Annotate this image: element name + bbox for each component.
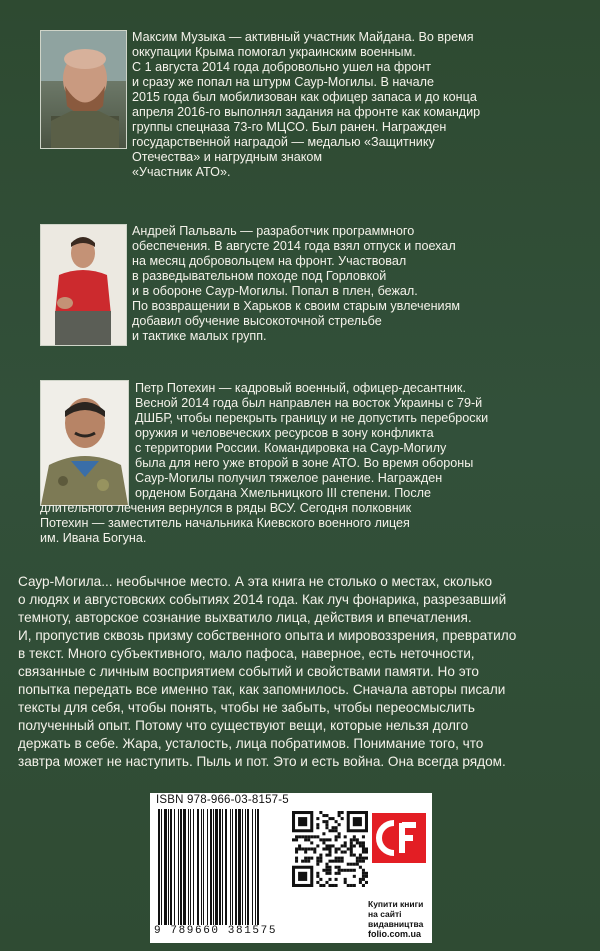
publisher-promo xyxy=(368,889,430,949)
publisher-logo xyxy=(372,813,426,863)
book-description: Саур-Могила... необычное место. А эта книга не столько о местах, сколько о людях и августовских событиях 2014 года. Как луч фонарика, разрезавший темноту, авторское сознание выхватило лица, действия и впечатления. И, пропустив сквозь призму собственного опыта и мировоззрения, превратило в текст. Много субъективного, мало пафоса, наверное, есть неточности, связанные с личным восприятием событий и свойствами памяти. Но это попытка передать все именно так, как запомнилось. Сначала авторы писали тексты для себя, чтобы понять, чтобы не забыть, чтобы переосмыслить полученный опыт. Потому что существуют вещи, которые нельзя долго держать в себе. Жара, усталость, лица побратимов. Понимание того, что завтра может не наступить. Пыль и пот. Это и есть война. Она всегда рядом. xyxy=(18,574,517,769)
author-photo-maksim xyxy=(40,30,127,149)
qr-code-icon xyxy=(292,811,368,887)
portrait-icon xyxy=(41,31,126,148)
folio-logo-icon xyxy=(372,813,426,863)
author-photo-andrey xyxy=(40,224,127,346)
author-bio-maksim: Максим Музыка — активный участник Майдана. Во время оккупации Крыма помогал украинским военным. С 1 августа 2014 года добровольно ушел на фронт и сразу же попал на штурм Саур-Могилы. В начале 2015 года был мобилизован как офицер запаса и до конца апреля 2016-го выполнял задания на фронте как командир группы спецназа 73-го МЦСО. Был ранен. Награжден государственной наградой — медалью «Защитнику Отечества» и нагрудным знаком «Участник АТО». xyxy=(132,30,481,179)
publisher-promo-text: Купити книги на сайті видавництва xyxy=(368,899,424,929)
author-photo-petr xyxy=(40,380,129,506)
author-bio-petr-bottom: длительного лечения вернулся в ряды ВСУ. Сегодня полковник Потехин — заместитель начальника Киевского военного лицея им. Ивана Богуна. xyxy=(40,501,412,545)
portrait-icon xyxy=(41,381,128,505)
isbn-label: ISBN 978-966-03-8157-5 xyxy=(156,794,289,806)
portrait-icon xyxy=(41,225,126,345)
isbn-barcode-panel xyxy=(150,793,432,943)
barcode-icon xyxy=(156,809,288,925)
author-bio-petr-top: Петр Потехин — кадровый военный, офицер-десантник. Весной 2014 года был направлен на восток Украины с 79-й ДШБР, чтобы перекрыть границу и не допустить переброски оружия и человеческих ресурсов в зону конфликта с территории России. Командировка на Саур-Могилу была для него уже второй в зоне АТО. Во время обороны Саур-Могилы получил тяжелое ранение. Награжден орденом Богдана Хмельницкого III степени. После xyxy=(135,381,489,500)
publisher-site-link[interactable]: folio.com.ua xyxy=(368,929,422,939)
author-bio-andrey: Андрей Пальваль — разработчик программного обеспечения. В августе 2014 года взял отпуск и поехал на месяц добровольцем на фронт. Участвовал в разведывательном походе под Горловкой и в обороне Саур-Могилы. Попал в плен, бежал. По возвращении в Харьков к своим старым увлечениям добавил обучение высокоточной стрельбе и тактике малых групп. xyxy=(132,224,461,343)
barcode-number: 9 789660 381575 xyxy=(154,925,278,937)
